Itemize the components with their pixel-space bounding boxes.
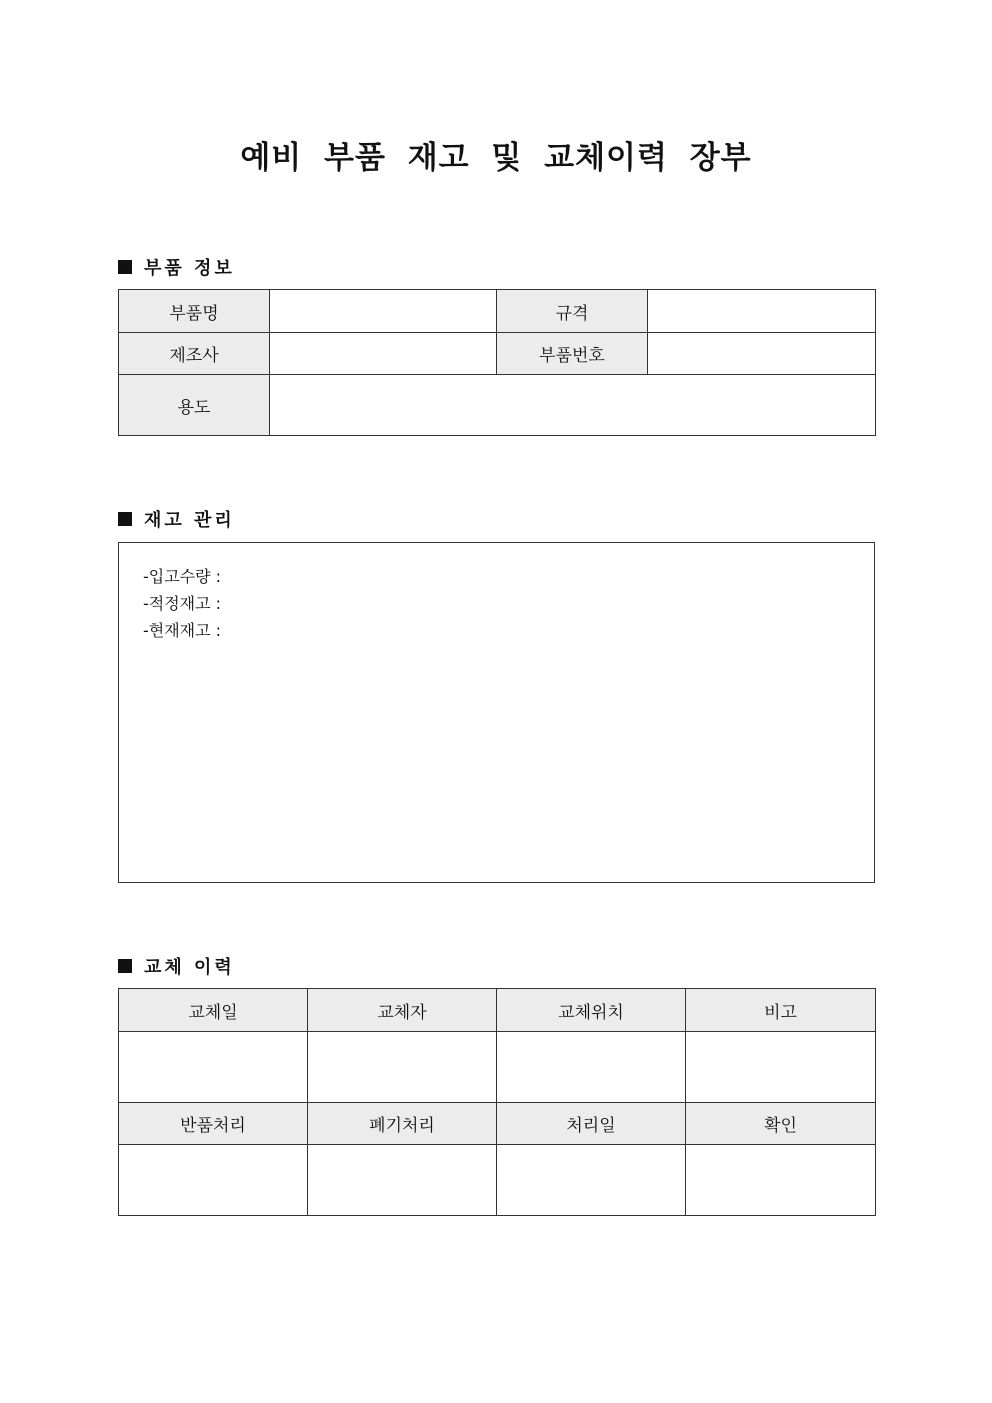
- inventory-box[interactable]: [118, 542, 875, 883]
- section-title-history: 교체 이력: [118, 953, 235, 979]
- maker-field[interactable]: [270, 333, 497, 375]
- part-info-table: [118, 289, 876, 436]
- replacer-header: 교체자: [308, 989, 497, 1032]
- part-number-label: 부품번호: [497, 333, 648, 375]
- remarks-cell[interactable]: [686, 1032, 876, 1103]
- replace-date-cell[interactable]: [119, 1032, 308, 1103]
- replace-location-cell[interactable]: [497, 1032, 686, 1103]
- replacement-history-table: [118, 988, 876, 1216]
- square-bullet-icon: [118, 959, 132, 973]
- confirm-header: 확인: [686, 1103, 876, 1145]
- inbound-quantity-line: -입고수량 :: [143, 567, 222, 586]
- spec-field[interactable]: [648, 290, 876, 333]
- replacer-cell[interactable]: [308, 1032, 497, 1103]
- disposal-header: 폐기처리: [308, 1103, 497, 1145]
- process-date-cell[interactable]: [497, 1145, 686, 1216]
- replace-date-header: 교체일: [119, 989, 308, 1032]
- return-header: 반품처리: [119, 1103, 308, 1145]
- usage-label: 용도: [119, 375, 270, 436]
- return-cell[interactable]: [119, 1145, 308, 1216]
- part-name-label: 부품명: [119, 290, 270, 333]
- spec-label: 규격: [497, 290, 648, 333]
- remarks-header: 비고: [686, 989, 876, 1032]
- proper-stock-line: -적정재고 :: [143, 594, 222, 613]
- maker-label: 제조사: [119, 333, 270, 375]
- replace-location-header: 교체위치: [497, 989, 686, 1032]
- square-bullet-icon: [118, 512, 132, 526]
- part-name-field[interactable]: [270, 290, 497, 333]
- disposal-cell[interactable]: [308, 1145, 497, 1216]
- part-number-field[interactable]: [648, 333, 876, 375]
- confirm-cell[interactable]: [686, 1145, 876, 1216]
- square-bullet-icon: [118, 260, 132, 274]
- section-title-part-info: 부품 정보: [118, 254, 235, 280]
- current-stock-line: -현재재고 :: [143, 621, 222, 640]
- process-date-header: 처리일: [497, 1103, 686, 1145]
- section-title-inventory: 재고 관리: [118, 506, 235, 532]
- page-title: 예비 부품 재고 및 교체이력 장부: [240, 140, 752, 176]
- usage-field[interactable]: [270, 375, 876, 436]
